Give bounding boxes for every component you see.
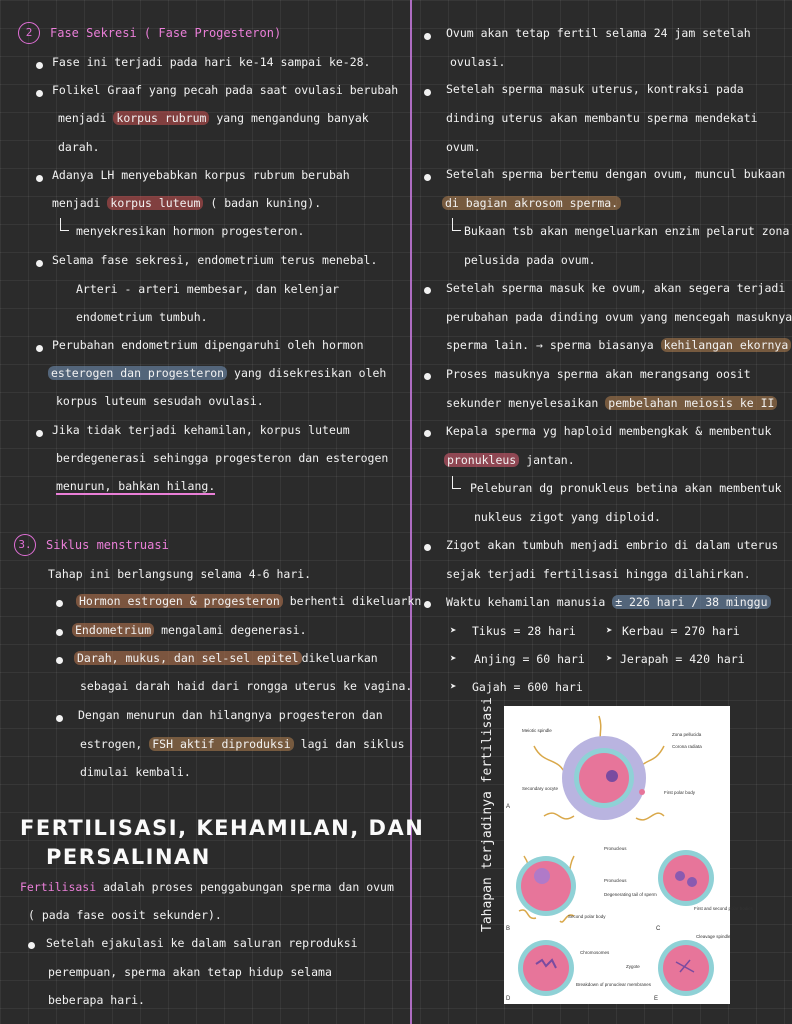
vertical-caption: Tahapan terjadinya fertilisasi: [480, 697, 495, 932]
text-line: sejak terjadi fertilisasi hingga dilahirkan.: [446, 567, 751, 581]
text-line: Setelah sperma masuk ke ovum, akan segera terjadi: [446, 281, 786, 295]
highlight: korpus rubrum: [113, 111, 209, 125]
arrow-icon: ➤: [606, 624, 613, 637]
diagram-label: Pronucleus: [604, 846, 627, 851]
stage-e: [658, 940, 714, 996]
text-line: sebagai darah haid dari rongga uterus ke vagina.: [80, 679, 413, 693]
text: mengalami degenerasi.: [161, 623, 307, 637]
bullet: [56, 629, 63, 636]
text-line: Bukaan tsb akan mengeluarkan enzim pelarut zona: [464, 224, 790, 238]
text-line: menyekresikan hormon progesteron.: [76, 224, 305, 238]
stage-b: [516, 856, 576, 922]
fertilization-diagram: [504, 706, 754, 1004]
gestation-item: Jerapah = 420 hari: [620, 652, 745, 666]
text: jantan.: [526, 453, 575, 467]
bullet: [56, 715, 63, 722]
diagram-label: First and second polar bodies: [694, 906, 754, 911]
text: ( badan kuning).: [210, 196, 322, 210]
branch-connector: [452, 476, 461, 489]
section-number: 2: [25, 26, 33, 39]
text-line: [446, 595, 771, 609]
text-line: [446, 396, 777, 410]
gestation-item: Gajah = 600 hari: [472, 680, 583, 694]
diagram-label: Cleavage spindle: [696, 934, 731, 939]
text-line: [80, 737, 405, 751]
text-line: [48, 366, 386, 380]
text-line: Jika tidak terjadi kehamilan, korpus luteum: [52, 423, 350, 437]
diagram-label: Chromosomes: [580, 950, 610, 955]
text-line: [442, 196, 621, 210]
text-line: Fase ini terjadi pada hari ke-14 sampai ke-28.: [52, 55, 371, 69]
arrow-icon: ➤: [606, 652, 613, 665]
diagram-panel-letter: A: [506, 804, 511, 810]
text-line: perempuan, sperma akan tetap hidup selama: [48, 965, 332, 979]
highlight: FSH aktif diproduksi: [149, 737, 293, 751]
bullet: [424, 33, 431, 40]
text-line: ovum.: [446, 140, 481, 154]
diagram-label: Degenerating tail of sperm: [604, 892, 657, 897]
arrow-icon: ➤: [450, 652, 457, 665]
highlight: di bagian akrosom sperma.: [442, 196, 621, 210]
text: lagi dan siklus: [300, 737, 405, 751]
highlight: esterogen dan progesteron: [48, 366, 227, 380]
stage-a: [534, 716, 664, 820]
bullet: [36, 345, 43, 352]
text: berhenti dikeluarkn: [289, 594, 422, 608]
text-line: [52, 196, 321, 210]
text: yang mengandung banyak: [216, 111, 369, 125]
section-title: Fase Sekresi ( Fase Progesteron): [50, 26, 282, 40]
text-line: korpus luteum sesudah ovulasi.: [56, 394, 264, 408]
text-line: berdegenerasi sehingga progesteron dan esterogen: [56, 451, 389, 465]
main-title-line1: FERTILISASI, KEHAMILAN, DAN: [20, 816, 425, 840]
text-line: nukleus zigot yang diploid.: [474, 510, 661, 524]
text: adalah proses penggabungan sperma dan ovum: [103, 880, 394, 894]
bullet: [36, 175, 43, 182]
bullet: [36, 260, 43, 267]
text-line: Folikel Graaf yang pecah pada saat ovulasi berubah: [52, 83, 399, 97]
gestation-item: Tikus = 28 hari: [472, 624, 576, 638]
highlight: korpus luteum: [107, 196, 203, 210]
text-line: endometrium tumbuh.: [76, 310, 208, 324]
text: estrogen,: [80, 737, 143, 751]
highlight: Endometrium: [72, 623, 154, 637]
bullet: [424, 430, 431, 437]
bullet: [36, 90, 43, 97]
text-line: [58, 111, 369, 125]
text: dikeluarkan: [301, 651, 378, 665]
bullet: [424, 174, 431, 181]
text-line: beberapa hari.: [48, 993, 145, 1007]
text-line: Setelah ejakulasi ke dalam saluran reproduksi: [46, 936, 358, 950]
diagram-panel-letter: D: [506, 996, 511, 1002]
text-line: [444, 453, 575, 467]
text-line: dinding uterus akan membantu sperma mendekati: [446, 111, 758, 125]
term: Fertilisasi: [20, 880, 97, 894]
text: menjadi: [58, 111, 107, 125]
text-line: pelusida pada ovum.: [464, 253, 596, 267]
text-line: Setelah sperma masuk uterus, kontraksi pada: [446, 82, 744, 96]
diagram-label: Zygote: [626, 964, 640, 969]
diagram-panel-letter: E: [654, 996, 659, 1002]
bullet: [424, 89, 431, 96]
diagram-label: Pronucleus: [604, 878, 627, 883]
text-line: ovulasi.: [450, 55, 506, 69]
bullet: [424, 373, 431, 380]
text-line: Adanya LH menyebabkan korpus rubrum berubah: [52, 168, 350, 182]
text-line: Setelah sperma bertemu dengan ovum, muncul bukaan: [446, 167, 786, 181]
stage-d: [518, 940, 574, 996]
gestation-item: Anjing = 60 hari: [474, 652, 585, 666]
branch-connector: [60, 218, 69, 231]
text-line: [446, 338, 791, 352]
diagram-label: Meiotic spindle: [522, 728, 552, 733]
section-title: Siklus menstruasi: [46, 538, 169, 552]
arrow-icon: ➤: [450, 624, 457, 637]
bullet: [56, 600, 63, 607]
text: yang disekresikan oleh: [234, 366, 387, 380]
bullet: [28, 942, 35, 949]
text: menjadi: [52, 196, 101, 210]
section-number-badge: [18, 22, 40, 44]
text-line: [76, 594, 421, 608]
arrow-icon: ➤: [450, 680, 457, 693]
text-line: Selama fase sekresi, endometrium terus menebal.: [52, 253, 378, 267]
highlight: pembelahan meiosis ke II: [605, 396, 777, 410]
text-line: Peleburan dg pronukleus betina akan membentuk: [470, 481, 782, 495]
bullet: [424, 287, 431, 294]
highlight: kehilangan ekornya: [661, 338, 792, 352]
section-number-badge: [14, 534, 36, 556]
gestation-item: Kerbau = 270 hari: [622, 624, 740, 638]
text-line: perubahan pada dinding ovum yang mencegah masuknya: [446, 310, 792, 324]
diagram-label: Zona pellucida: [672, 732, 702, 737]
bullet: [424, 544, 431, 551]
highlight: Hormon estrogen & progesteron: [76, 594, 283, 608]
diagram-label: Secondary oocyte: [522, 786, 559, 791]
text-line: Kepala sperma yg haploid membengkak & membentuk: [446, 424, 772, 438]
text-line: Tahap ini berlangsung selama 4-6 hari.: [48, 567, 312, 581]
text-line: Dengan menurun dan hilangnya progesteron dan: [78, 708, 383, 722]
bullet: [36, 62, 43, 69]
highlight: ± 226 hari / 38 minggu: [612, 595, 770, 609]
text-line: [74, 651, 378, 665]
text: sperma lain. → sperma biasanya: [446, 338, 654, 352]
bullet: [424, 601, 431, 608]
text-line: Perubahan endometrium dipengaruhi oleh hormon: [52, 338, 364, 352]
definition-line: [20, 880, 394, 894]
text-line: Zigot akan tumbuh menjadi embrio di dalam uterus: [446, 538, 779, 552]
diagram-panel-letter: B: [506, 926, 511, 932]
text: Waktu kehamilan manusia: [446, 595, 606, 609]
text-line: dimulai kembali.: [80, 765, 191, 779]
column-divider: [410, 0, 412, 1024]
bullet: [56, 657, 63, 664]
text-line: ( pada fase oosit sekunder).: [28, 908, 222, 922]
text-line: [72, 623, 307, 637]
highlight: Darah, mukus, dan sel-sel epitel: [74, 651, 302, 665]
section-number: 3.: [18, 538, 32, 551]
diagram-label: Breakdown of pronuclear membranes: [576, 982, 652, 987]
text-line: Ovum akan tetap fertil selama 24 jam setelah: [446, 26, 751, 40]
highlight: pronukleus: [444, 453, 519, 467]
stage-c: [658, 850, 714, 906]
text-line: Proses masuknya sperma akan merangsang oosit: [446, 367, 751, 381]
text-line-underlined: menurun, bahkan hilang.: [56, 479, 216, 493]
diagram-label: Second polar body: [568, 914, 606, 919]
bullet: [36, 430, 43, 437]
text-line: darah.: [58, 140, 100, 154]
diagram-svg: [504, 706, 754, 1004]
diagram-label: Corona radiata: [672, 744, 702, 749]
text-line: Arteri - arteri membesar, dan kelenjar: [76, 282, 340, 296]
text: sekunder menyelesaikan: [446, 396, 599, 410]
diagram-label: First polar body: [664, 790, 696, 795]
branch-connector: [452, 218, 461, 231]
main-title-line2: PERSALINAN: [46, 845, 211, 869]
diagram-panel-letter: C: [656, 926, 661, 932]
